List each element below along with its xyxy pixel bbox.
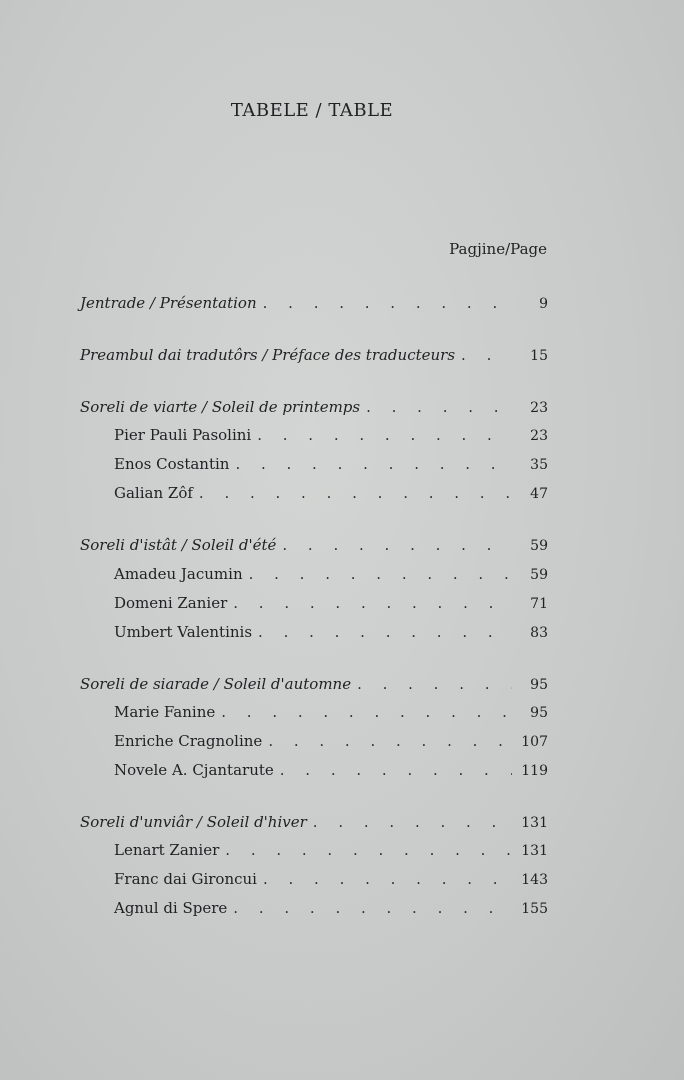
toc-entry	[80, 398, 548, 416]
leader-dots	[221, 703, 512, 721]
toc-entry	[80, 294, 548, 312]
page-title: TABELE / TABLE	[230, 100, 394, 121]
toc-entry-label: Umbert Valentinis	[114, 623, 253, 641]
toc-entry	[114, 841, 548, 859]
toc-entry	[114, 899, 548, 917]
leader-dots	[282, 536, 512, 554]
leader-dots	[225, 841, 512, 859]
toc-entry	[80, 813, 548, 831]
toc-entry-page: 59	[530, 567, 548, 583]
toc-entry	[114, 623, 548, 641]
page-column-header: Pagjine/Page	[449, 240, 547, 258]
leader-dots	[235, 455, 512, 473]
toc-entry-page: 95	[530, 705, 548, 721]
toc-entry	[114, 703, 548, 721]
toc-entry-page: 95	[530, 677, 548, 693]
leader-dots	[249, 565, 512, 583]
toc-entry-label: Soreli d'istât / Soleil d'été	[80, 536, 277, 554]
toc-entry-label: Marie Fanine	[114, 703, 216, 721]
toc-entry-page: 143	[521, 872, 548, 888]
toc-entry-page: 107	[521, 734, 548, 750]
toc-entry	[114, 594, 548, 612]
toc-entry	[114, 732, 548, 750]
leader-dots	[268, 732, 512, 750]
toc-entry-label: Jentrade / Présentation	[80, 294, 257, 312]
toc-entry	[80, 346, 548, 364]
toc-entry-page: 131	[521, 843, 548, 859]
toc-entry-page: 15	[530, 348, 548, 364]
toc-entry	[114, 870, 548, 888]
toc-entry	[114, 484, 548, 502]
leader-dots	[263, 294, 512, 312]
toc-entry-label: Soreli d'unviâr / Soleil d'hiver	[80, 813, 307, 831]
toc-entry-label: Amadeu Jacumin	[114, 565, 243, 583]
toc-entry-label: Agnul di Spere	[114, 899, 228, 917]
leader-dots	[257, 426, 512, 444]
toc-entry-label: Enos Costantin	[114, 455, 230, 473]
leader-dots	[461, 346, 512, 364]
toc-entry-label: Novele A. Cjantarute	[114, 761, 274, 779]
leader-dots	[233, 899, 512, 917]
toc-entry-label: Enriche Cragnoline	[114, 732, 263, 750]
toc-entry-label: Soreli de siarade / Soleil d'automne	[80, 675, 352, 693]
toc-entry	[80, 675, 548, 693]
toc-entry-page: 9	[539, 296, 548, 312]
toc-entry-page: 23	[530, 400, 548, 416]
toc-entry-page: 83	[530, 625, 548, 641]
leader-dots	[357, 675, 512, 693]
toc-entry-label: Preambul dai tradutôrs / Préface des traducteurs	[80, 346, 456, 364]
toc-entry-label: Pier Pauli Pasolini	[114, 426, 252, 444]
toc-entry-page: 131	[521, 815, 548, 831]
toc-entry-label: Lenart Zanier	[114, 841, 220, 859]
leader-dots	[366, 398, 512, 416]
toc-entry-page: 35	[530, 457, 548, 473]
leader-dots	[233, 594, 512, 612]
toc-entry	[114, 761, 548, 779]
leader-dots	[199, 484, 512, 502]
toc-entry-label: Galian Zôf	[114, 484, 193, 502]
toc-entry-page: 119	[521, 763, 548, 779]
leader-dots	[313, 813, 512, 831]
toc-entry	[114, 565, 548, 583]
toc-entry-label: Franc dai Gironcui	[114, 870, 257, 888]
leader-dots	[263, 870, 512, 888]
toc-entry-label: Domeni Zanier	[114, 594, 228, 612]
leader-dots	[280, 761, 512, 779]
toc-entry	[114, 426, 548, 444]
toc-entry-page: 47	[530, 486, 548, 502]
toc-entry-page: 23	[530, 428, 548, 444]
toc-entry-page: 59	[530, 538, 548, 554]
toc-entry	[80, 536, 548, 554]
leader-dots	[258, 623, 512, 641]
toc-entry-page: 71	[530, 596, 548, 612]
toc-entry-page: 155	[521, 901, 548, 917]
toc-entry	[114, 455, 548, 473]
toc-entry-label: Soreli de viarte / Soleil de printemps	[80, 398, 361, 416]
